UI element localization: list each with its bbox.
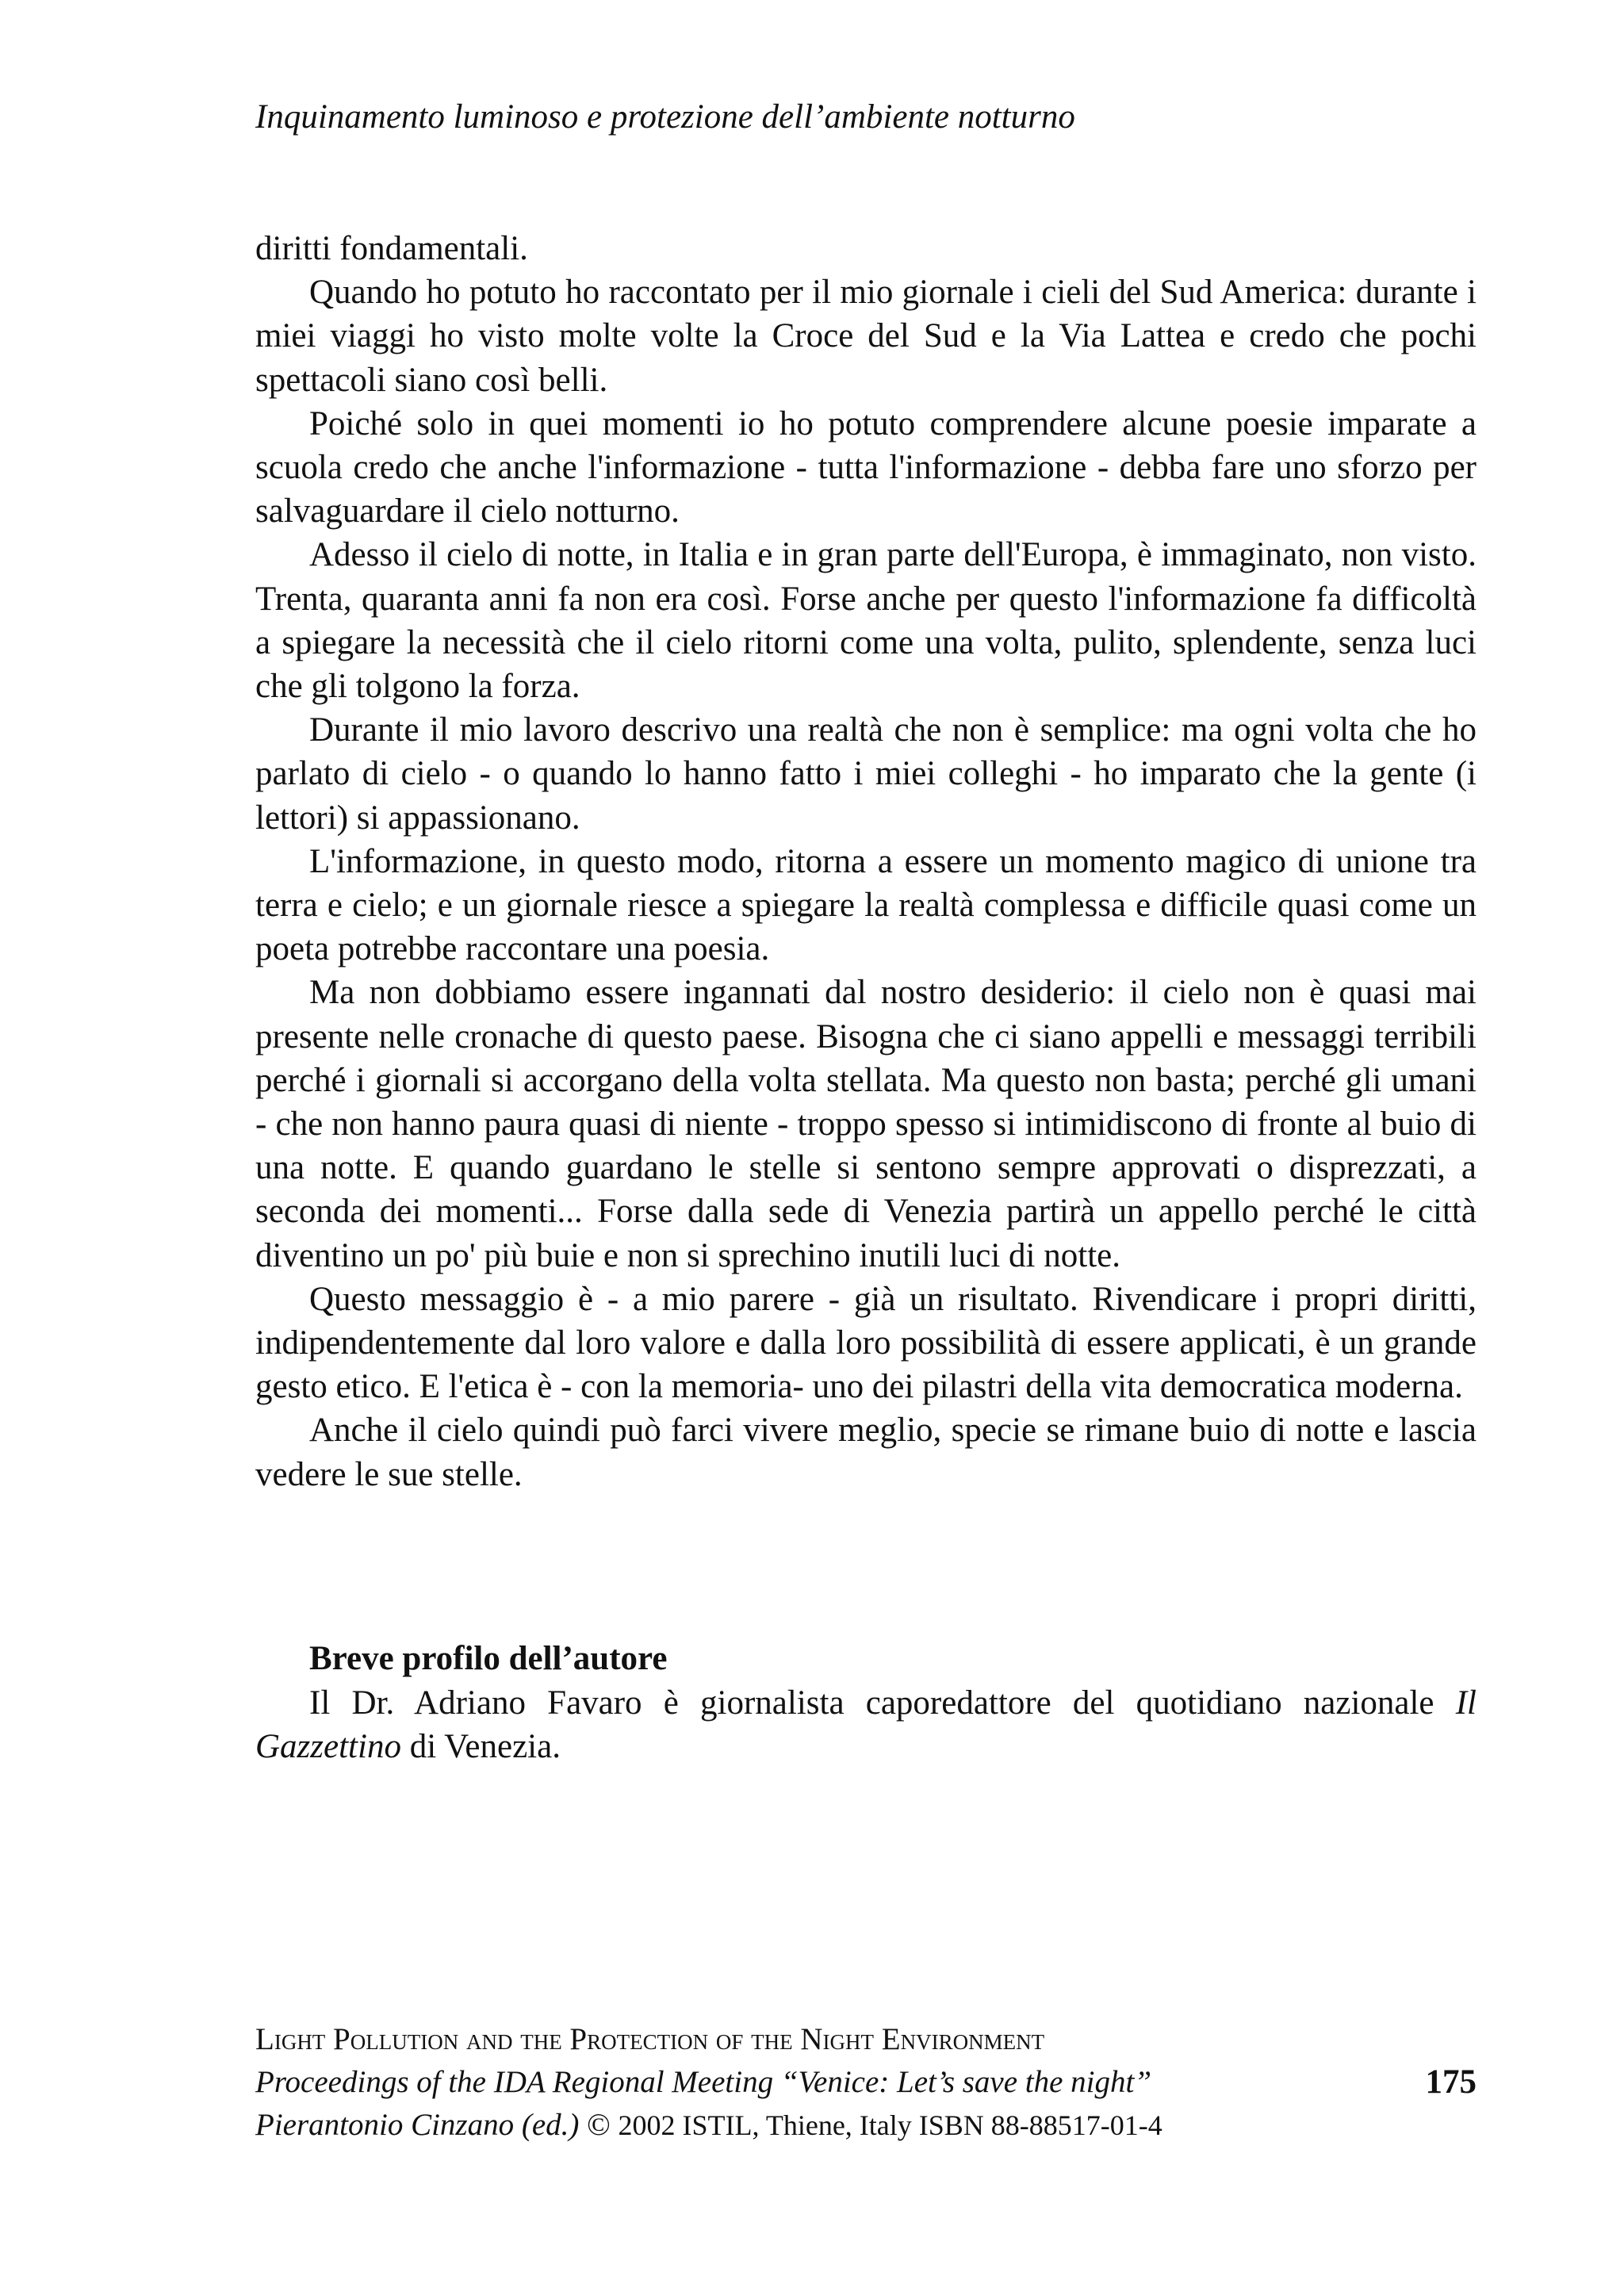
- paragraph-6: L'informazione, in questo modo, ritorna a essere un momento magico di unione tra terra e cielo; e un giornale riesce a spiegare la realtà complessa e difficile quasi come un poeta potrebbe raccontare una poesia.: [255, 842, 1477, 968]
- copyright-symbol: ©: [587, 2108, 611, 2142]
- footer-series-title: Light Pollution and the Protection of the Night Environment: [255, 2022, 1045, 2056]
- paragraph-5: Durante il mio lavoro descrivo una realtà che non è semplice: ma ogni volta che ho parlato di cielo - o quando lo hanno fatto i miei colleghi - ho imparato che la gente (i lettori) si appassionano.: [255, 711, 1477, 837]
- author-profile-heading: Breve profilo dell’autore: [309, 1640, 668, 1677]
- paragraph-2: Quando ho potuto ho raccontato per il mio giornale i cieli del Sud America: durante i miei viaggi ho visto molte volte la Croce del Sud e la Via Lattea e credo che pochi spettacoli siano così belli.: [255, 274, 1477, 399]
- footer-editor: Pierantonio Cinzano (ed.): [255, 2108, 580, 2142]
- paragraph-4: Adesso il cielo di notte, in Italia e in gran parte dell'Europa, è immaginato, non visto. Trenta, quaranta anni fa non era così. Forse anche per questo l'informazione fa difficoltà a spiegare la necessità che il cielo ritorni come una volta, pulito, splendente, senza luci che gli tolgono la forza.: [255, 536, 1477, 706]
- paragraph-7: Ma non dobbiamo essere ingannati dal nostro desiderio: il cielo non è quasi mai presente nelle cronache di questo paese. Bisogna che ci siano appelli e messaggi terribili perché i giornali si accorgano della volta stellata. Ma questo non basta; perché gli umani - che non hanno paura quasi di niente - troppo spesso si intimidiscono di fronte al buio di una notte. E quando guardano le stelle si sentono sempre approvati o disprezzati, a seconda dei momenti... Forse dalla sede di Venezia partirà un appello perché le città diventino un po' più buie e non si sprechino inutili luci di notte.: [255, 974, 1477, 1274]
- page-number: 175: [1425, 2063, 1477, 2101]
- footer-publisher: 2002 ISTIL, Thiene, Italy ISBN 88-88517-01-4: [618, 2109, 1162, 2141]
- footer-proceedings: Proceedings of the IDA Regional Meeting “Venice: Let’s save the night”: [255, 2065, 1152, 2099]
- article-body: [255, 227, 1477, 1496]
- profile-text-before: Il Dr. Adriano Favaro è giornalista caporedattore del quotidiano nazionale: [309, 1684, 1456, 1722]
- author-profile-paragraph: [255, 1681, 1477, 1768]
- profile-text-after: di Venezia.: [400, 1728, 561, 1766]
- paragraph-9: Anche il cielo quindi può farci vivere meglio, specie se rimane buio di notte e lascia vedere le sue stelle.: [255, 1412, 1477, 1493]
- paragraph-8: Questo messaggio è - a mio parere - già un risultato. Rivendicare i propri diritti, indipendentemente dal loro valore e dalla loro possibilità di essere applicati, è un grande gesto etico. E l'etica è - con la memoria- uno dei pilastri della vita democratica moderna.: [255, 1280, 1477, 1406]
- page-footer: [255, 2018, 1477, 2147]
- paragraph-1: diritti fondamentali.: [255, 230, 528, 267]
- running-header: Inquinamento luminoso e protezione dell’ambiente notturno: [255, 98, 1075, 136]
- author-profile: [255, 1681, 1477, 1768]
- footer-citation: [255, 2104, 1477, 2147]
- newspaper-name: Il Gazzettino: [255, 1684, 1477, 1766]
- paragraph-3: Poiché solo in quei momenti io ho potuto comprendere alcune poesie imparate a scuola credo che anche l'informazione - tutta l'informazione - debba fare uno sforzo per salvaguardare il cielo notturno.: [255, 404, 1477, 531]
